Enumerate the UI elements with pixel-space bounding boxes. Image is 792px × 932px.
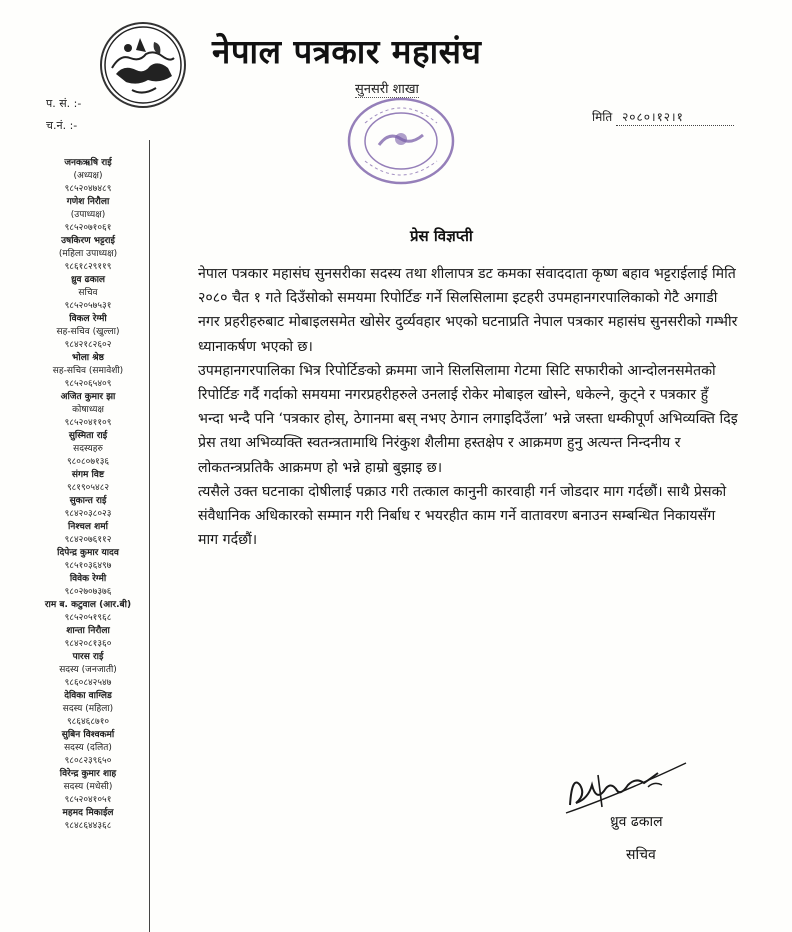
signatory-name: ध्रुव ढकाल bbox=[610, 814, 663, 830]
member-phone: ९८४२०३८०२३ bbox=[64, 509, 112, 519]
member-name: भोला श्रेष्ठ bbox=[72, 353, 104, 363]
date-value: २०८०।१२।१ bbox=[616, 108, 734, 126]
member-phone: ९८४२०७६११२ bbox=[64, 535, 112, 545]
body-paragraph: त्यसैले उक्त घटनाका दोषीलाई पक्राउ गरी तत्काल कानुनी कारवाही गर्न जोडदार माग गर्दछौं। साथै प्रेसको संवैधानिक अधिकारको सम्मान गरी निर्बाध र भयरहीत काम गर्ने वातावरण बनाउन सम्बन्धित निकायसँग माग गर्दछौं। bbox=[198, 483, 727, 549]
member-phone: ९८५२०४१०५१ bbox=[64, 795, 112, 805]
branch-name: सुनसरी शाखा bbox=[355, 79, 419, 98]
body-paragraph: नेपाल पत्रकार महासंघ सुनसरीका सदस्य तथा शीलापत्र डट कमका संवाददाता कृष्ण बहाव भट्टराईलाई मिति २०८० चैत १ गते दिउँसोको समयमा रिपोर्टिङ गर्ने सिलसिलामा इटहरी उपमहानगरपालिकाको गेटै अगाडी नगर प्रहरीहरुबाट मोबाइलसमेत खोसेर दुर्व्यवहार भएको घटनाप्रति नेपाल पत्रकार महासंघ सुनसरीको गम्भीर ध्यानाकर्षण भएको छ। bbox=[198, 266, 738, 355]
organization-title: नेपाल पत्रकार महासंघ bbox=[212, 32, 482, 71]
member-role: (अध्यक्ष) bbox=[73, 171, 103, 181]
member-name: निश्चल शर्मा bbox=[68, 522, 108, 532]
body-paragraph: उपमहानगरपालिका भित्र रिपोर्टिङको क्रममा जाने सिलसिलामा गेटमा सिटि सफारीको आन्दोलनसमेतको रिपोर्टिङ गर्दै गर्दाको समयमा नगरप्रहरीहरुले उनलाई रोकेर मोबाइल खोस्ने, धकेल्ने, कुट्ने र पत्रकार हुँ भन्दा भन्दै पनि ‘पत्रकार होस्, ठेगानमा बस् नभए ठेगान लगाइदिउँला’ भन्ने जस्ता धम्कीपूर्ण अभिव्यक्ति दिइ प्रेस तथा अभिव्यक्ति स्वतन्त्रतामाथि निरंकुश शैलीमा हस्तक्षेप र आक्रमण हुनु अत्यन्त निन्दनीय र लोकतन्त्रप्रतिकै आक्रमण हो भन्ने हाम्रो बुझाइ छ। bbox=[198, 362, 738, 476]
sidebar-divider bbox=[149, 140, 150, 932]
committee-member bbox=[28, 690, 148, 729]
federation-logo-icon bbox=[100, 22, 186, 108]
committee-member bbox=[28, 313, 148, 352]
committee-member bbox=[28, 625, 148, 651]
member-phone: ९८५२०५७५३१ bbox=[64, 301, 112, 311]
committee-member bbox=[28, 729, 148, 768]
member-name: पारस राई bbox=[72, 652, 104, 662]
committee-member bbox=[28, 768, 148, 807]
member-phone: ९८५२०४७४८९ bbox=[64, 184, 112, 194]
member-name: दिपेन्द्र कुमार यादव bbox=[57, 548, 119, 558]
press-release-heading: प्रेस विज्ञप्ती bbox=[410, 227, 473, 245]
committee-member bbox=[28, 495, 148, 521]
reference-number-label: प. सं. :- bbox=[46, 97, 82, 110]
committee-member bbox=[28, 599, 148, 625]
executive-committee-list bbox=[28, 157, 148, 833]
committee-member bbox=[28, 547, 148, 573]
committee-member bbox=[28, 274, 148, 313]
member-name: विकल रेग्मी bbox=[69, 314, 107, 324]
member-name: उषकिरण भट्टराई bbox=[61, 236, 115, 246]
member-name: अजित कुमार झा bbox=[60, 392, 116, 402]
member-phone: ९८१९०५४८२ bbox=[66, 483, 110, 493]
date-label: मिति bbox=[592, 110, 613, 124]
member-role: सदस्य (जनजाती) bbox=[59, 665, 117, 675]
member-role: सदस्य (दलित) bbox=[64, 743, 112, 753]
member-phone: ९८५२०४११०९ bbox=[64, 418, 112, 428]
member-name: सुस्मिता राई bbox=[68, 431, 108, 441]
member-name: सुबिन विश्वकर्मा bbox=[61, 730, 115, 740]
member-phone: ९८५२०६५४०९ bbox=[64, 379, 112, 389]
member-name: राम ब. कटुवाल (आर.बी) bbox=[44, 600, 132, 610]
member-role: सदस्य (महिला) bbox=[62, 704, 114, 714]
committee-member bbox=[28, 352, 148, 391]
committee-member bbox=[28, 430, 148, 469]
member-name: विरेन्द्र कुमार शाह bbox=[59, 769, 117, 779]
member-role: कोषाध्यक्ष bbox=[72, 405, 104, 415]
committee-member bbox=[28, 651, 148, 690]
member-role: (उपाध्यक्ष) bbox=[70, 210, 106, 220]
committee-member bbox=[28, 391, 148, 430]
member-phone: ९८०८२३९६५० bbox=[64, 756, 112, 766]
member-name: महमद मिकाईल bbox=[62, 808, 114, 818]
member-name: संगम विष्ट bbox=[71, 470, 105, 480]
member-name: शान्ता निरौला bbox=[66, 626, 110, 636]
member-role: सचिव bbox=[78, 288, 98, 298]
member-phone: ९८४८६४४३६८ bbox=[64, 821, 112, 831]
member-phone: ९८०८०७१३६ bbox=[66, 457, 110, 467]
date-field bbox=[592, 108, 734, 126]
official-seal-icon bbox=[345, 95, 457, 187]
committee-member bbox=[28, 521, 148, 547]
member-phone: ९८५२०७१०६१ bbox=[64, 223, 112, 233]
member-role: सदस्य (मधेसी) bbox=[63, 782, 113, 792]
member-phone: ९८४२१८२६०२ bbox=[64, 340, 112, 350]
member-phone: ९८०२७०७३७६ bbox=[64, 587, 112, 597]
committee-member bbox=[28, 196, 148, 235]
member-name: सुकान्त राई bbox=[69, 496, 107, 506]
member-name: जनकऋषि राई bbox=[64, 158, 112, 168]
member-phone: ९८६१८२९११९ bbox=[64, 262, 112, 272]
committee-member bbox=[28, 235, 148, 274]
member-role: (महिला उपाध्यक्ष) bbox=[58, 249, 118, 259]
committee-member bbox=[28, 807, 148, 833]
member-phone: ९८५१०३६४९७ bbox=[64, 561, 112, 571]
member-name: देविका वाग्लिड bbox=[64, 691, 112, 701]
member-phone: ९८५२०५१९६८ bbox=[64, 613, 112, 623]
committee-member bbox=[28, 157, 148, 196]
committee-member bbox=[28, 469, 148, 495]
member-name: विवेक रेग्मी bbox=[69, 574, 107, 584]
member-role: सदस्यहरु bbox=[73, 444, 103, 454]
dispatch-number-label: च.नं. :- bbox=[46, 119, 78, 132]
member-name: गणेश निरौला bbox=[66, 197, 110, 207]
member-role: सह-सचिव (खुल्ला) bbox=[56, 327, 120, 337]
member-phone: ९८६०८४२५४७ bbox=[64, 678, 112, 688]
member-name: ध्रुव ढकाल bbox=[70, 275, 106, 285]
press-release-body bbox=[198, 262, 738, 552]
member-role: सह-सचिव (समावेशी) bbox=[52, 366, 124, 376]
member-phone: ९८४२०८१३६० bbox=[64, 639, 112, 649]
signatory-title: सचिव bbox=[626, 847, 656, 863]
member-phone: ९८६४६८७१० bbox=[66, 717, 110, 727]
committee-member bbox=[28, 573, 148, 599]
